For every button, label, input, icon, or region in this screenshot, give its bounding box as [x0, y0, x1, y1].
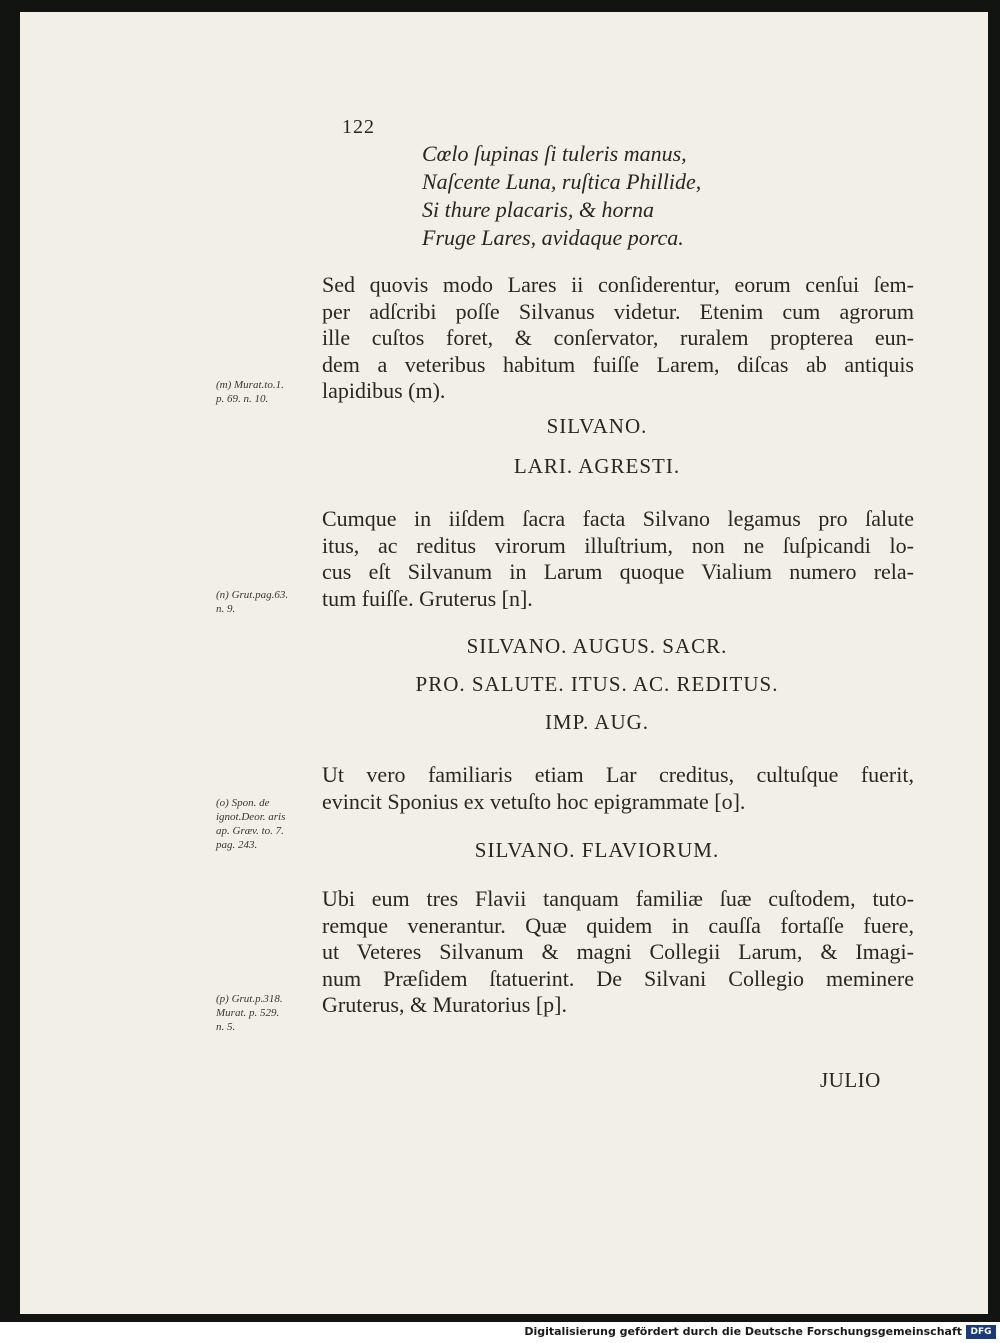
verse-line: Naſcente Luna, ruſtica Phillide,: [422, 169, 702, 194]
paragraph-3: [322, 762, 914, 815]
dfg-logo: DFG: [966, 1325, 996, 1339]
marginal-note-o: (o) Spon. de ignot.Deor. aris ap. Græv. to. 7. pag. 243.: [216, 797, 286, 851]
text-line: tum fuiſſe. Gruterus [n].: [322, 585, 533, 611]
text-line: itus, ac reditus virorum illuſtrium, non ne ſuſpicandi lo-: [322, 532, 914, 558]
inscription-line: LARI. AGRESTI.: [513, 454, 681, 478]
text-line: per adſcribi poſſe Silvanus videtur. Etenim cum agrorum: [322, 298, 914, 324]
text-line: evincit Sponius ex vetuſto hoc epigrammate [o].: [322, 788, 746, 814]
text-line: Sed quovis modo Lares ii conſiderentur, eorum cenſui ſem-: [322, 272, 914, 297]
text-line: Ut vero familiaris etiam Lar creditus, cultuſque fuerit,: [322, 762, 914, 787]
text-line: Cumque in iiſdem ſacra facta Silvano legamus pro ſalute: [322, 506, 914, 531]
marginal-note-m: (m) Murat.to.1. p. 69. n. 10.: [216, 379, 284, 405]
text-line: Ubi eum tres Flavii tanquam familiæ ſuæ cuſtodem, tuto-: [322, 886, 914, 911]
text-line: cus eſt Silvanum in Larum quoque Vialium numero rela-: [322, 559, 914, 584]
catchword: JULIO: [820, 1068, 881, 1092]
text-line: ille cuſtos foret, & conſervator, ruralem propterea eun-: [322, 325, 914, 350]
inscription-line: SILVANO.: [546, 414, 648, 438]
marginal-note-n: (n) Grut.pag.63. n. 9.: [216, 589, 289, 615]
inscription-line: PRO. SALUTE. ITUS. AC. REDITUS.: [415, 672, 779, 696]
verse-line: Fruge Lares, avidaque porca.: [422, 225, 684, 250]
verse-quotation: [422, 140, 701, 252]
marginal-note-p: (p) Grut.p.318. Murat. p. 529. n. 5.: [216, 993, 283, 1033]
inscription-line: SILVANO. AUGUS. SACR.: [466, 634, 728, 658]
page-number: 122: [342, 116, 375, 138]
verse-line: Si thure placaris, & horna: [422, 197, 655, 222]
paragraph-1: [322, 272, 914, 405]
funding-credit: Digitalisierung gefördert durch die Deutsche Forschungsgemeinschaft: [524, 1325, 962, 1338]
text-line: num Præſidem ſtatuerint. De Silvani Collegio meminere: [322, 965, 914, 991]
inscription-line: SILVANO. FLAVIORUM.: [474, 838, 720, 862]
text-line: lapidibus (m).: [322, 378, 446, 403]
paragraph-2: [322, 506, 914, 612]
text-line: ut Veteres Silvanum & magni Collegii Larum, & Imagi-: [322, 939, 914, 964]
text-line: dem a veteribus habitum fuiſſe Larem, diſcas ab antiquis: [322, 351, 914, 377]
text-line: Gruterus, & Muratorius [p].: [322, 992, 568, 1017]
verse-line: Cœlo ſupinas ſi tuleris manus,: [422, 141, 687, 166]
text-line: remque venerantur. Quæ quidem in cauſſa fortaſſe fuere,: [322, 912, 914, 938]
footer-bar: [0, 1322, 1000, 1343]
inscription-line: IMP. AUG.: [544, 710, 650, 734]
paragraph-4: [322, 886, 914, 1019]
book-page: [20, 12, 988, 1314]
